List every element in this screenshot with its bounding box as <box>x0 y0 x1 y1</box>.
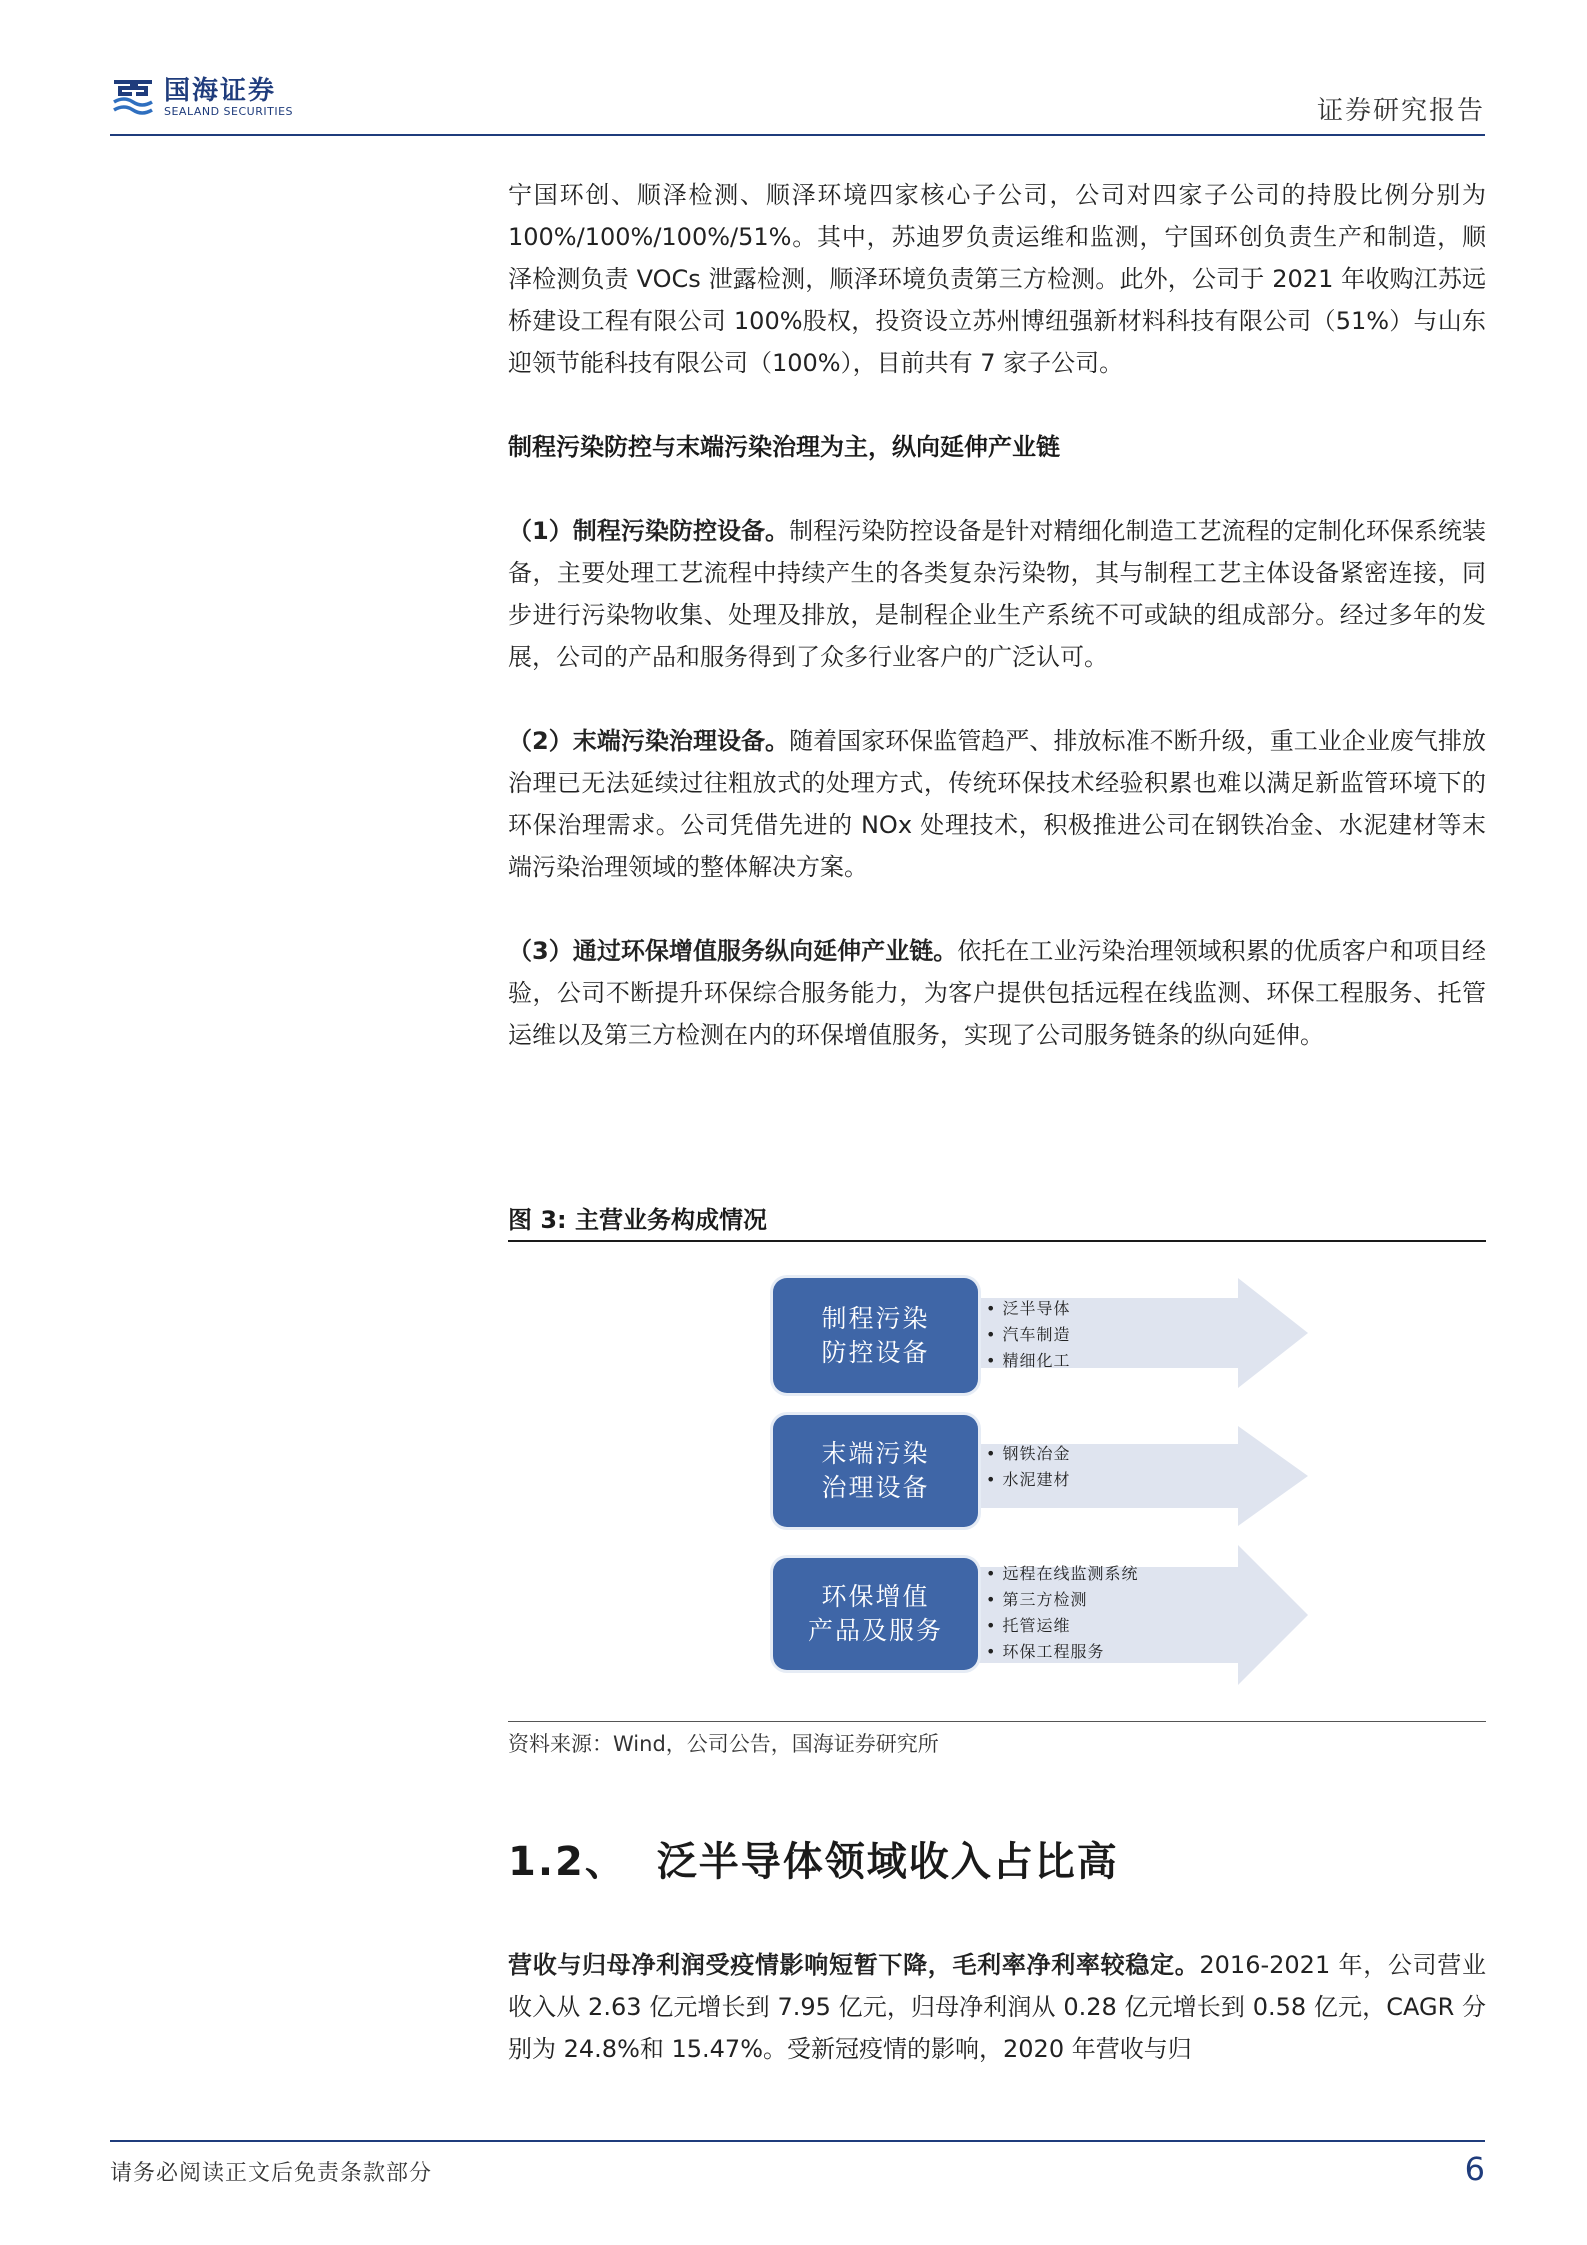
figure-divider <box>508 1721 1486 1722</box>
list-item: • 水泥建材 <box>986 1467 1070 1493</box>
list-item: • 远程在线监测系统 <box>986 1561 1138 1587</box>
page-number: 6 <box>1464 2150 1485 2188</box>
paragraph-revenue <box>508 1944 1486 2070</box>
paragraph-lead: （1）制程污染防控设备。 <box>508 517 790 545</box>
section-title-text: 泛半导体领域收入占比高 <box>656 1839 1119 1885</box>
block-value-added <box>773 1558 978 1670</box>
paragraph-lead: （3）通过环保增值服务纵向延伸产业链。 <box>508 937 958 965</box>
paragraph-lead: （2）末端污染治理设备。 <box>508 727 790 755</box>
bullet-list <box>986 1561 1138 1665</box>
bullet-list <box>986 1296 1070 1374</box>
sealand-logo-icon <box>110 74 156 120</box>
section-number: 1.2、 <box>508 1839 627 1885</box>
paragraph-end-treatment <box>508 720 1486 888</box>
block-line: 产品及服务 <box>807 1616 943 1645</box>
block-end-treatment <box>773 1415 978 1527</box>
figure-source: 资料来源：Wind，公司公告，国海证券研究所 <box>508 1732 939 1756</box>
list-item: • 精细化工 <box>986 1348 1070 1374</box>
logo-cn-text: 国海证券 <box>164 76 277 106</box>
list-item: • 环保工程服务 <box>986 1639 1138 1665</box>
paragraph-value-added <box>508 930 1486 1056</box>
company-logo <box>110 74 293 120</box>
section-content <box>508 1944 1486 2070</box>
paragraph-text: 随着国家环保监管趋严、排放标准不断升级，重工业企业废气排放治理已无法延续过往粗放式的处理方式，传统环保技术经验积累也难以满足新监管环境下的环保治理需求。公司凭借先进的 NOx 处理技术，积极推进公司在钢铁冶金、水泥建材等末端污染治理领域的整体解决方案。 <box>508 727 1486 881</box>
section-title <box>508 1830 1119 1887</box>
block-line: 制程污染 <box>821 1303 930 1333</box>
paragraph-process-equipment <box>508 510 1486 678</box>
block-line: 防控设备 <box>821 1337 930 1367</box>
block-line: 环保增值 <box>821 1582 930 1611</box>
list-item: • 托管运维 <box>986 1613 1138 1639</box>
list-item: • 泛半导体 <box>986 1296 1070 1322</box>
list-item: • 汽车制造 <box>986 1322 1070 1348</box>
paragraph-lead: 营收与归母净利润受疫情影响短暂下降，毛利率净利率较稳定。 <box>508 1951 1200 1979</box>
block-line: 末端污染 <box>821 1439 930 1468</box>
list-item: • 钢铁冶金 <box>986 1441 1070 1467</box>
figure-title: 图 3: 主营业务构成情况 <box>508 1200 1486 1242</box>
page-header <box>110 68 1485 136</box>
block-line: 治理设备 <box>821 1473 930 1502</box>
business-diagram <box>508 1243 1486 1718</box>
paragraph-text: 依托在工业污染治理领域积累的优质客户和项目经验，公司不断提升环保综合服务能力，为客户提供包括远程在线监测、环保工程服务、托管运维以及第三方检测在内的环保增值服务，实现了公司服务链条的纵向延伸。 <box>508 937 1487 1049</box>
section-subheading: 制程污染防控与末端污染治理为主，纵向延伸产业链 <box>508 433 1060 461</box>
report-type: 证券研究报告 <box>1316 96 1485 126</box>
paragraph-text: 制程污染防控设备是针对精细化制造工艺流程的定制化环保系统装备，主要处理工艺流程中持续产生的各类复杂污染物，其与制程工艺主体设备紧密连接，同步进行污染物收集、处理及排放，是制程企业生产系统不可或缺的组成部分。经过多年的发展，公司的产品和服务得到了众多行业客户的广泛认可。 <box>508 517 1486 671</box>
page-footer <box>110 2140 1485 2188</box>
paragraph-text: 2016-2021 年，公司营业收入从 2.63 亿元增长到 7.95 亿元，归母净利润从 0.28 亿元增长到 0.58 亿元，CAGR 分别为 24.8%和 15.47%。受新冠疫情的影响，2020 年营收与归 <box>508 1951 1486 2063</box>
list-item: • 第三方检测 <box>986 1587 1138 1613</box>
logo-en-text: SEALAND SECURITIES <box>164 105 294 118</box>
bullet-list <box>986 1441 1070 1493</box>
footer-disclaimer: 请务必阅读正文后免责条款部分 <box>110 2161 433 2186</box>
block-process-control <box>773 1278 978 1393</box>
main-content <box>508 174 1486 1056</box>
paragraph-subsidiaries: 宁国环创、顺泽检测、顺泽环境四家核心子公司，公司对四家子公司的持股比例分别为 100%/100%/100%/51%。其中，苏迪罗负责运维和监测，宁国环创负责生产和制造，顺泽检测负责 VOCs 泄露检测，顺泽环境负责第三方检测。此外，公司于 2021 年收购江苏远桥建设工程有限公司 100%股权，投资设立苏州博纽强新材料科技有限公司（51%）与山东迎领节能科技有限公司（100%），目前共有 7 家子公司。 <box>508 181 1486 377</box>
